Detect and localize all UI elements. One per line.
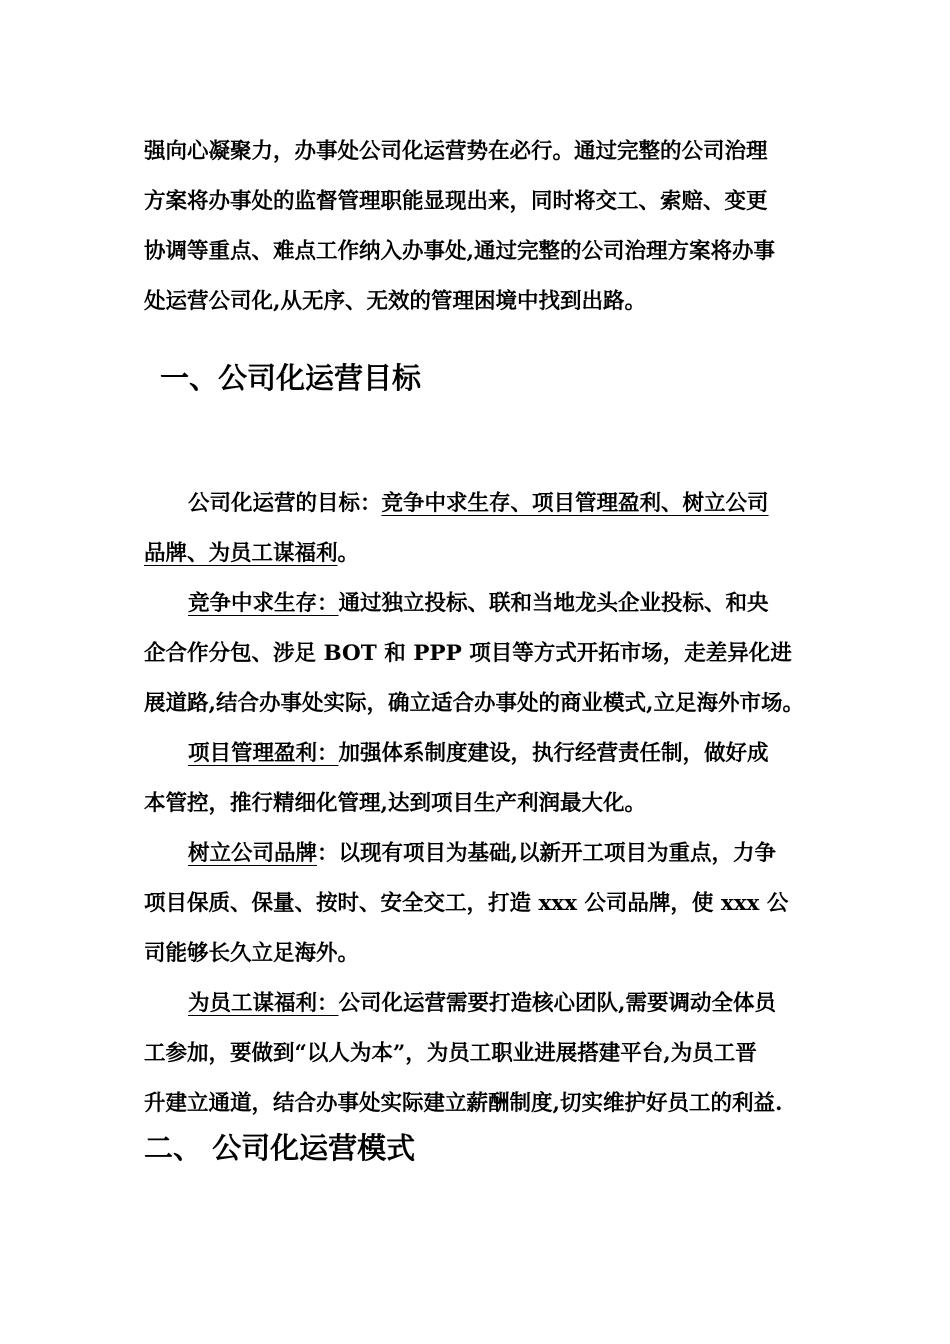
brand-label: 树立公司品牌	[188, 841, 318, 866]
intro-line-2: 方案将办事处的监督管理职能显现出来，同时将交工、索赔、变更	[144, 189, 768, 214]
survive-label: 竞争中求生存：	[188, 591, 339, 616]
intro-line-4: 处运营公司化,从无序、无效的管理困境中找到出路。	[144, 289, 646, 314]
goal-end: 。	[337, 541, 360, 566]
welfare-line-2: 工参加，要做到“以人为本”，为员工职业进展搭建平台,为员工晋	[144, 1041, 757, 1066]
survive-text-1: 通过独立投标、联和当地龙头企业投标、和央	[338, 591, 769, 616]
profit-line-2: 本管控，推行精细化管理,达到项目生产利润最大化。	[144, 791, 646, 816]
brand-line-1	[188, 836, 776, 867]
survive-line-2: 企合作分包、涉足 BOT 和 PPP 项目等方式开拓市场，走差异化进	[144, 641, 792, 666]
goal-text-1: 竞争中求生存、项目管理盈利、树立公司	[381, 491, 769, 516]
intro-line-3: 协调等重点、难点工作纳入办事处,通过完整的公司治理方案将办事	[144, 239, 775, 264]
goal-line-1	[188, 486, 769, 517]
goal-text-2: 品牌、为员工谋福利	[144, 541, 338, 566]
intro-line-1: 强向心凝聚力，办事处公司化运营势在必行。通过完整的公司治理	[144, 139, 768, 164]
brand-line-2: 项目保质、保量、按时、安全交工，打造 xxx 公司品牌，使 xxx 公	[144, 891, 789, 916]
section-1-heading: 一、公司化运营目标	[160, 361, 422, 395]
brand-line-3: 司能够长久立足海外。	[144, 941, 360, 966]
profit-line-1	[188, 736, 769, 767]
survive-line-3: 展道路,结合办事处实际，确立适合办事处的商业模式,立足海外市场。	[144, 691, 804, 716]
welfare-label: 为员工谋福利：	[188, 991, 339, 1016]
goal-label: 公司化运营的目标：	[188, 491, 382, 516]
profit-label: 项目管理盈利：	[188, 741, 339, 766]
welfare-line-1	[188, 986, 776, 1017]
welfare-text-1: 公司化运营需要打造核心团队,需要调动全体员	[338, 991, 777, 1016]
profit-text-1: 加强体系制度建设，执行经营责任制，做好成	[338, 741, 769, 766]
brand-text-1: ：以现有项目为基础,以新开工项目为重点，力争	[317, 841, 777, 866]
survive-line-1	[188, 586, 769, 617]
welfare-line-3: 升建立通道，结合办事处实际建立薪酬制度,切实维护好员工的利益.	[144, 1091, 783, 1116]
goal-line-2	[144, 536, 359, 567]
section-2-heading: 二、 公司化运营模式	[144, 1131, 416, 1165]
